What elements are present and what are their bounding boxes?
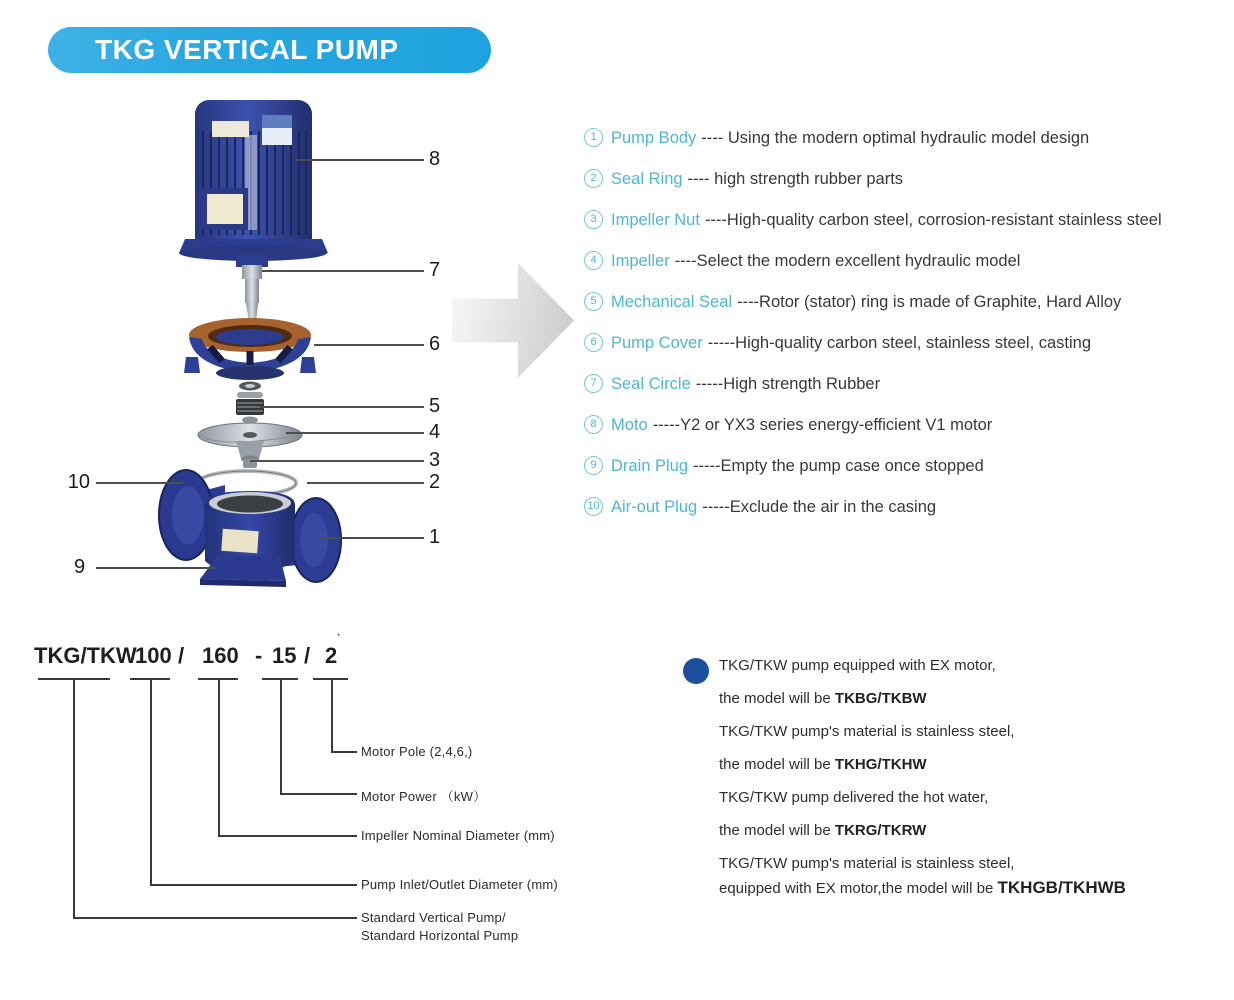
model-code-pole: 2	[325, 643, 338, 668]
part-description: -----Empty the pump case once stopped	[693, 457, 984, 475]
note-model-code: TKHG/TKHW	[834, 756, 927, 773]
connector-line	[331, 678, 333, 753]
part-number-badge: 6	[584, 333, 603, 352]
label-pump-type-line2: Standard Horizontal Pump	[361, 928, 519, 943]
callout-7: 7	[429, 259, 441, 281]
part-description: -----High-quality carbon steel, stainless steel, casting	[707, 334, 1092, 352]
callout-4: 4	[429, 421, 441, 443]
callout-line-3	[250, 460, 424, 462]
connector-line	[280, 678, 282, 795]
page-title: TKG VERTICAL PUMP	[95, 34, 399, 65]
part-name: Mechanical Seal	[611, 293, 733, 311]
callout-line-1	[322, 537, 424, 539]
arrow-right-icon	[452, 263, 574, 378]
motor	[179, 100, 328, 267]
bullet-circle-icon	[683, 658, 709, 684]
part-number-badge: 4	[584, 251, 603, 270]
note-model-code: TKHGB/TKHWB	[997, 878, 1126, 897]
model-code-sep3: /	[304, 643, 311, 668]
part-number-badge: 9	[584, 456, 603, 475]
note-text: TKG/TKW pump equipped with EX motor,	[719, 657, 996, 674]
pump-exploded-illustration	[40, 95, 460, 605]
connector-line	[73, 678, 75, 919]
model-variant-notes	[719, 656, 1199, 912]
connector-line	[331, 751, 357, 753]
model-code-inlet: 100	[135, 643, 172, 668]
callout-line-7	[262, 270, 424, 272]
model-code-sep1: /	[178, 643, 185, 668]
parts-list-item	[584, 332, 1234, 354]
mechanical-seal	[236, 382, 264, 424]
label-motor-pole: Motor Pole (2,4,6,)	[361, 744, 473, 759]
part-description: ----Select the modern excellent hydraulic model	[674, 252, 1021, 270]
label-pump-type-line1: Standard Vertical Pump/	[361, 910, 506, 925]
impeller	[198, 423, 302, 459]
label-inlet-diameter: Pump Inlet/Outlet Diameter (mm)	[361, 877, 558, 892]
note-line	[719, 656, 1199, 676]
parts-list-item	[584, 496, 1234, 518]
note-text: TKG/TKW pump's material is stainless steel,	[719, 723, 1015, 740]
parts-list-item	[584, 455, 1234, 477]
part-name: Pump Cover	[611, 334, 703, 352]
part-name: Pump Body	[611, 129, 697, 147]
part-name: Seal Ring	[611, 170, 683, 188]
callout-line-4	[286, 432, 424, 434]
connector-line	[150, 884, 357, 886]
parts-list-item	[584, 250, 1234, 272]
note-text: equipped with EX motor,the model will be	[719, 880, 998, 897]
callout-10: 10	[67, 471, 90, 493]
part-name: Seal Circle	[611, 375, 691, 393]
callout-3: 3	[429, 449, 441, 471]
parts-list-item	[584, 373, 1234, 395]
part-name: Drain Plug	[611, 457, 689, 475]
part-number-badge: 10	[584, 497, 603, 516]
parts-list-item	[584, 414, 1234, 436]
callout-9: 9	[74, 556, 86, 578]
part-name: Impeller	[611, 252, 670, 270]
note-line	[719, 854, 1199, 874]
parts-list-item	[584, 209, 1234, 231]
part-number-badge: 7	[584, 374, 603, 393]
connector-line	[218, 678, 220, 837]
model-code-prefix: TKG/TKW	[34, 643, 137, 668]
note-line	[719, 788, 1199, 808]
part-name: Impeller Nut	[611, 211, 700, 229]
callout-6: 6	[429, 333, 441, 355]
connector-line	[150, 678, 152, 886]
callout-2: 2	[429, 471, 441, 493]
callout-line-8	[296, 159, 424, 161]
callout-line-2	[307, 482, 424, 484]
callout-line-5	[260, 406, 424, 408]
connector-line	[218, 835, 357, 837]
part-number-badge: 8	[584, 415, 603, 434]
note-model-code: TKRG/TKRW	[834, 822, 927, 839]
part-description: ----Rotor (stator) ring is made of Graphite, Hard Alloy	[737, 293, 1122, 311]
title-banner	[48, 27, 491, 73]
callout-5: 5	[429, 395, 441, 417]
parts-list-item	[584, 291, 1234, 313]
part-number-badge: 1	[584, 128, 603, 147]
parts-list-item	[584, 168, 1234, 190]
note-line	[719, 689, 1199, 709]
note-text: the model will be	[719, 756, 835, 773]
note-line	[719, 722, 1199, 742]
part-description: ---- Using the modern optimal hydraulic model design	[701, 129, 1090, 147]
part-number-badge: 3	[584, 210, 603, 229]
pump-cover	[184, 318, 316, 380]
note-text: the model will be	[719, 822, 835, 839]
parts-list-item	[584, 127, 1234, 149]
note-line	[719, 821, 1199, 841]
pump-body	[159, 470, 341, 587]
model-code-impeller: 160	[202, 643, 239, 668]
callout-line-10	[96, 482, 184, 484]
model-code-power: 15	[272, 643, 297, 668]
callout-8: 8	[429, 148, 441, 170]
part-description: -----Y2 or YX3 series energy-efficient V1 motor	[652, 416, 993, 434]
note-text: TKG/TKW pump's material is stainless steel,	[719, 855, 1015, 872]
callout-line-9	[96, 567, 216, 569]
note-line	[719, 755, 1199, 775]
part-description: -----Exclude the air in the casing	[702, 498, 937, 516]
part-number-badge: 2	[584, 169, 603, 188]
connector-line	[280, 793, 357, 795]
callout-1: 1	[429, 526, 441, 548]
part-number-badge: 5	[584, 292, 603, 311]
connector-line	[73, 917, 357, 919]
label-motor-power: Motor Power （kW）	[361, 789, 487, 804]
parts-list	[584, 127, 1234, 537]
note-text: TKG/TKW pump delivered the hot water,	[719, 789, 989, 806]
stray-dot-mark: ·	[336, 626, 342, 643]
callout-line-6	[314, 344, 424, 346]
part-description: ---- high strength rubber parts	[687, 170, 904, 188]
part-description: ----High-quality carbon steel, corrosion-resistant stainless steel	[704, 211, 1162, 229]
note-model-code: TKBG/TKBW	[834, 690, 927, 707]
part-name: Moto	[611, 416, 648, 434]
note-text: the model will be	[719, 690, 835, 707]
note-line	[719, 878, 1199, 899]
part-description: -----High strength Rubber	[695, 375, 881, 393]
model-code-sep2: -	[255, 643, 263, 668]
label-impeller-diameter: Impeller Nominal Diameter (mm)	[361, 828, 555, 843]
part-name: Air-out Plug	[611, 498, 698, 516]
shaft	[242, 265, 262, 323]
